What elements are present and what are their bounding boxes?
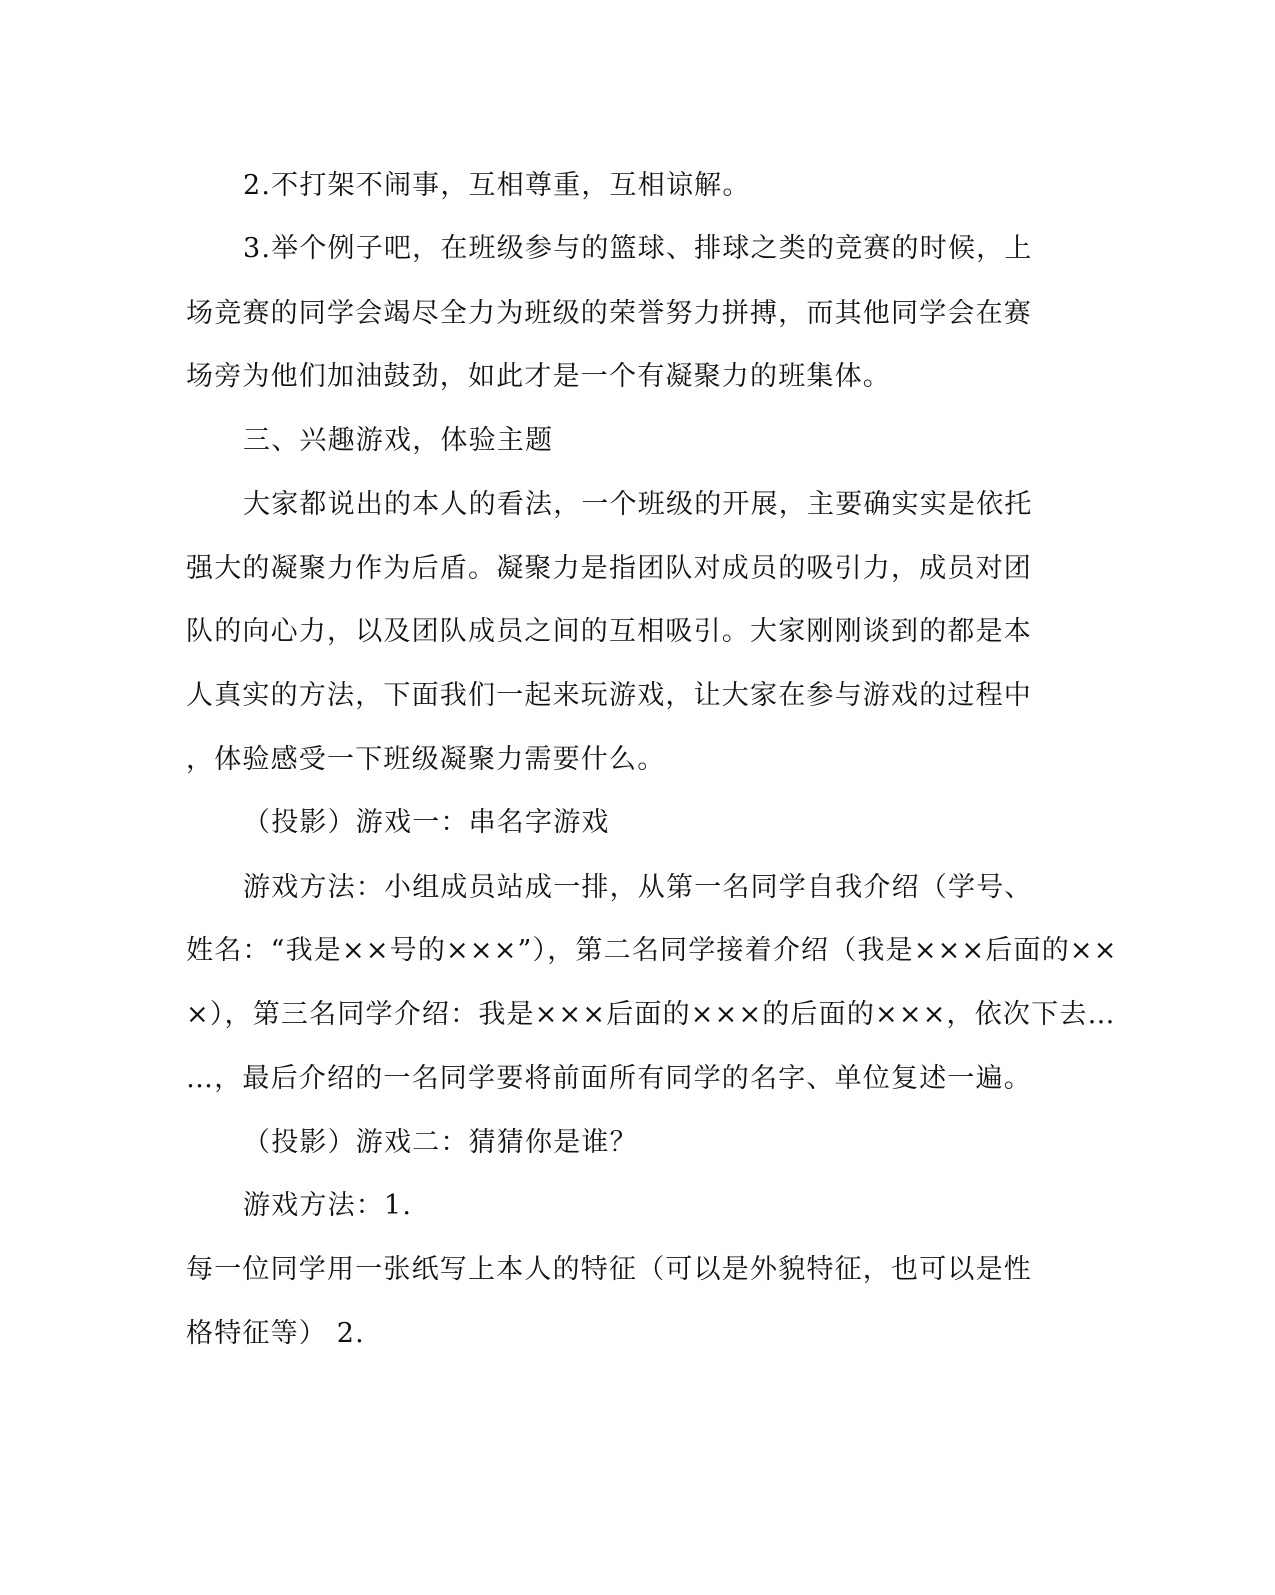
game-title: （投影）游戏一：串名字游戏	[243, 807, 610, 838]
text-line: 每一位同学用一张纸写上本人的特征（可以是外貌特征，也可以是性	[186, 1254, 1032, 1285]
text-line: …，最后介绍的一名同学要将前面所有同学的名字、单位复述一遍。	[186, 1063, 1032, 1094]
text-line: 2.不打架不闹事，互相尊重，互相谅解。	[243, 170, 751, 201]
game-title: （投影）游戏二：猜猜你是谁？	[243, 1127, 638, 1158]
text-line: 3.举个例子吧，在班级参与的篮球、排球之类的竞赛的时候，上	[243, 233, 1033, 264]
text-line: 强大的凝聚力作为后盾。凝聚力是指团队对成员的吸引力，成员对团	[186, 553, 1032, 584]
text-line: 场竞赛的同学会竭尽全力为班级的荣誉努力拼搏，而其他同学会在赛	[186, 298, 1032, 329]
text-line: ，体验感受一下班级凝聚力需要什么。	[186, 744, 666, 775]
text-line: 队的向心力，以及团队成员之间的互相吸引。大家刚刚谈到的都是本	[186, 616, 1032, 647]
text-line: 大家都说出的本人的看法，一个班级的开展，主要确实实是依托	[243, 489, 1033, 520]
text-line: 场旁为他们加油鼓劲，如此才是一个有凝聚力的班集体。	[186, 361, 891, 392]
text-line: 人真实的方法，下面我们一起来玩游戏，让大家在参与游戏的过程中	[186, 680, 1032, 711]
text-line: ×），第三名同学介绍：我是×××后面的×××的后面的×××，依次下去…	[186, 999, 1116, 1030]
text-line: 游戏方法：小组成员站成一排，从第一名同学自我介绍（学号、	[243, 872, 1033, 903]
section-heading: 三、兴趣游戏，体验主题	[243, 425, 554, 456]
text-line: 游戏方法：1.	[243, 1190, 413, 1221]
text-line: 姓名：“我是××号的×××”），第二名同学接着介绍（我是×××后面的××	[186, 935, 1118, 966]
text-line: 格特征等） 2.	[186, 1318, 365, 1349]
